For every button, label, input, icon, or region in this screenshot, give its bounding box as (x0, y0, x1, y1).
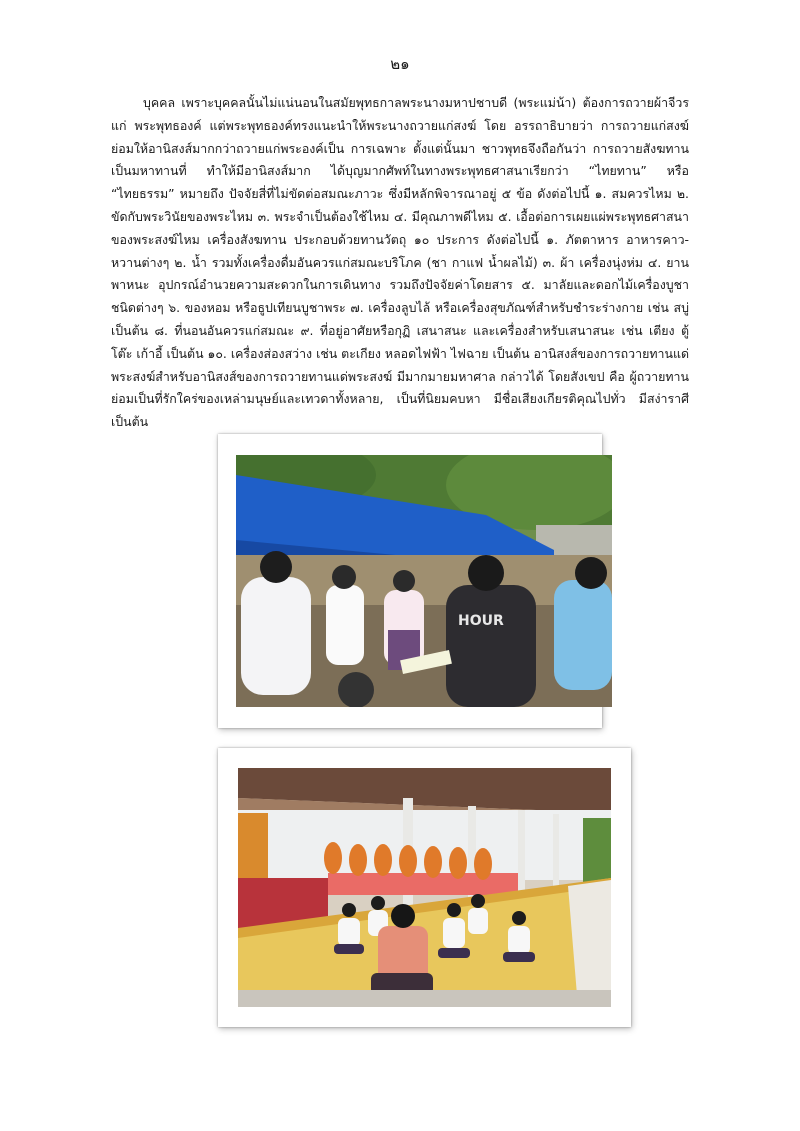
page-number: ๒๑ (390, 55, 410, 73)
svg-text:HOUR: HOUR (458, 613, 504, 629)
photo-monks-and-children-image (238, 768, 611, 1007)
paragraph-text: บุคคล เพราะบุคคลนั้นไม่แน่นอนในสมัยพุทธกาลพระนางมหาปชาบดี (พระแม่น้า) ต้องการถวายผ้าจีวรแก่ พระพุทธองค์ แต่พระพุทธองค์ทรงแนะนำให้พระนางถวายแก่สงฆ์ โดย อรรถาธิบายว่า การถวายแก่สงฆ์ย่อมให้อานิสงส์มากกว่าถวายแก่พระองค์เป็น การเฉพาะ ตั้งแต่นั้นมา ชาวพุทธจึงถือกันว่า การถวายสังฆทานเป็นมหาทานที่ ทำให้มีอานิสงส์มาก ได้บุญมากศัพท์ในทางพระพุทธศาสนาเรียกว่า “ไทยทาน” หรือ “ไทยธรรม” หมายถึง ปัจจัยสี่ที่ไม่ขัดต่อสมณะภาวะ ซึ่งมีหลักพิจารณาอยู่ ๕ ข้อ ดังต่อไปนี้ ๑. สมควรไหม ๒. ขัดกับพระวินัยของพระไหม ๓. พระจำเป็นต้องใช้ไหม ๔. มีคุณภาพดีไหม ๕. เอื้อต่อการเผยแผ่พระพุทธศาสนาของพระสงฆ์ไหม เครื่องสังฆทาน ประกอบด้วยทานวัตถุ ๑๐ ประการ ดังต่อไปนี้ ๑. ภัตตาหาร อาหารคาว-หวานต่างๆ ๒. น้ำ รวมทั้งเครื่องดื่มอันควรแก่สมณะบริโภค (ชา กาแฟ น้ำผลไม้) ๓. ผ้า เครื่องนุ่งห่ม ๔. ยานพาหนะ อุปกรณ์อำนวยความสะดวกในการเดินทาง รวมถึงปัจจัยค่าโดยสาร ๕. มาลัยและดอกไม้เครื่องบูชาชนิดต่างๆ ๖. ของหอม หรือธูปเทียนบูชาพระ ๗. เครื่องลูบไล้ หรือเครื่องสุขภัณฑ์สำหรับชำระร่างกาย เช่น สบู่ เป็นต้น ๘. ที่นอนอันควรแก่สมณะ ๙. ที่อยู่อาศัยหรือกุฏิ เสนาสนะ และเครื่องสำหรับเสนาสนะ เช่น เตียง ตู้ โต๊ะ เก้าอี้ เป็นต้น ๑๐. เครื่องส่องสว่าง เช่น ตะเกียง หลอดไฟฟ้า ไฟฉาย เป็นต้น อานิสงส์ของการถวายทานแด่พระสงฆ์สำหรับอานิสงส์ของการถวายทานแด่พระสงฆ์ มีมากมายมหาศาล กล่าวได้ โดยสังเขป คือ ผู้ถวายทานย่อมเป็นที่รักใคร่ของเหล่ามนุษย์และเทวดาทั้งหลาย, เป็นที่นิยมคบหา มีชื่อเสียงเกียรติคุณไปทั่ว มีสง่าราศี เป็นต้น (111, 95, 689, 430)
photo-merit-making-stall (218, 434, 602, 728)
photo-monks-and-children (218, 748, 631, 1027)
body-paragraph (111, 92, 689, 434)
photo-merit-making-stall-image (236, 455, 612, 707)
